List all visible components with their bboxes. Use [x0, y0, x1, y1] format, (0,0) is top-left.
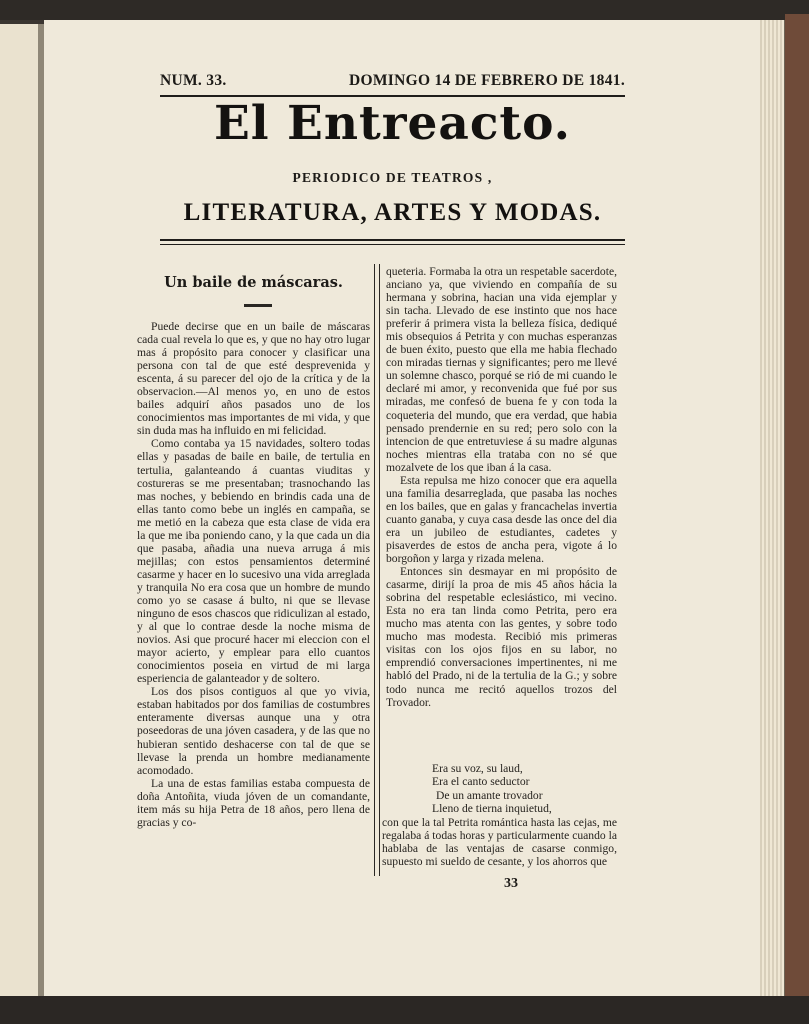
issue-line	[160, 72, 625, 90]
scan-bottom-edge	[0, 996, 809, 1024]
verse-line: Era su voz, su laud,	[432, 762, 523, 775]
newspaper-subtitle-2: LITERATURA, ARTES Y MODAS.	[183, 199, 602, 226]
scan-top-edge	[0, 0, 809, 20]
issue-date: DOMINGO 14 DE FEBRERO DE 1841.	[349, 72, 625, 89]
paragraph: Puede decirse que en un baile de máscaras cada cual revela lo que es, y que no hay otro lugar mas á propósito para conocer y clasificar una persona con tal de que esté desprevenida y escenta, á su parecer del ojo de la crítica y de la observacion.—Al menos yo, en uno de estos bailes adquirí años pasados uno de los conocimientos mas importantes de mi vida, y que sin duda mas ha influido en mi felicidad.	[137, 320, 370, 438]
paragraph: Como contaba ya 15 navidades, soltero todas ellas y pasadas de baile en baile, de tertulia en tertulia, galanteando á cuantas viuditas y costureras se me presentaban; trasnochando las mas noches, y bebiendo en brindis cada una de ellas tanto como bebe un inglés en campaña, se me metió en la cabeza que esta clase de vida era la que me iba poniendo cano, y la que cada un dia que pasaba, añadia una nueva arruga á mis mejillas; con estos pensamientos determiné casarme y hacer en lo sucesivo una vida arreglada y tranquila No era cosa que un hombre de mundo como yo se casase á bulto, ni que se llevase ninguno de esos chascos que ridiculizan al estado, y al que lo contrae desde la noche misma de novios. Asi que procuré hacer mi eleccion con el mayor acierto, y emplear para ello cuantos conocimientos poseia en virtud de mi larga esperiencia de galanteador y de soltero.	[137, 437, 370, 686]
paragraph: queteria. Formaba la otra un respetable sacerdote, anciano ya, que viviendo en compañía de su hermana y sobrina, hacian una vida ejemplar y sin tacha. Llevado de ese instinto que nos hace preferir á primera vista la belleza física, dediqué mis obsequios á Petrita y con muchas esperanzas de buen éxito, puesto que ella me habia flechado con miradas tiernas y significantes; pero me llevé un solemne chasco, porqué se rió de mi cuando le declaré mi amor, y reconvenida que fué por sus miradas, me confesó de buena fe y con toda la coqueteria del mundo, que era verdad, que habia pensado prendernie en su red; pero solo con la intencion de que entretuviese á su madre algunas noches mientras ella trataba con no sé que mozalvete de los que iban á la casa.	[386, 265, 617, 474]
issue-number: NUM. 33.	[160, 72, 227, 89]
verse-block	[386, 762, 617, 815]
masthead-bottom-rule-2	[160, 244, 625, 245]
article-column-1	[137, 320, 370, 829]
paragraph: Entonces sin desmayar en mi propósito de casarme, dirijí la proa de mis 45 años hácia la sobrina del respetable eclesiástico, mi vecino. Esta no era tan linda como Petrita, pero era mucho mas atenta con las gentes, y sobre todo mucho mas modesta. Recibió mis primeras visitas con los ojos fijos en su labor, no emprendió conversaciones impertinentes, ni me habló del Prado, ni de la tertulia de la G.; y sobre todo nunca me recitó aquellos trozos del Trovador.	[386, 565, 617, 709]
masthead-bottom-rule-1	[160, 239, 625, 241]
verse-line: Era el canto seductor	[432, 775, 530, 789]
newspaper-subtitle: PERIODICO DE TEATROS ,	[292, 170, 493, 185]
newspaper-title: El Entreacto.	[213, 96, 572, 151]
book-cover	[785, 14, 809, 1004]
page-stack-edge	[760, 20, 785, 996]
paragraph: La una de estas familias estaba compuesta de doña Antoñita, viuda jóven de un comandante, item más su hija Petra de 18 años, pero llena de gracias y co-	[137, 776, 370, 829]
page-number: 33	[504, 876, 518, 891]
paragraph: con que la tal Petrita romántica hasta las cejas, me regalaba á todas horas y particularmente cuando la hablaba de las ventajas de casarse conmigo, supuesto mi sueldo de cesante, y los ahorros que	[382, 816, 617, 869]
paragraph: Esta repulsa me hizo conocer que era aquella una familia desarreglada, que pasaba las noches en los bailes, que en galas y francachelas invertia cuanto ganaba, y cuya casa desde las once del dia era un jubileo de estudiantes, cadetes y pisaverdes de estos de ancha pera, vigote á lo borgoñon y larga y rizada melena.	[386, 473, 617, 566]
title-separator	[244, 304, 272, 307]
article-column-2-continued	[382, 816, 617, 868]
facing-page-edge	[0, 24, 40, 996]
article-column-2	[386, 265, 617, 709]
article-title: Un baile de máscaras.	[164, 274, 343, 291]
verse-line: De un amante trovador	[436, 788, 543, 802]
verse-line: Lleno de tierna inquietud,	[432, 801, 552, 815]
column-divider	[374, 264, 380, 876]
paragraph: Los dos pisos contiguos al que yo vivia, estaban habitados por dos familias de costumbres enteramente diversas aunque una y otra poseedoras de una jóven casadera, y de las que no hubieran sentido deshacerse con tal de que se llevase la prenda un hombre medianamente acomodado.	[137, 685, 370, 777]
